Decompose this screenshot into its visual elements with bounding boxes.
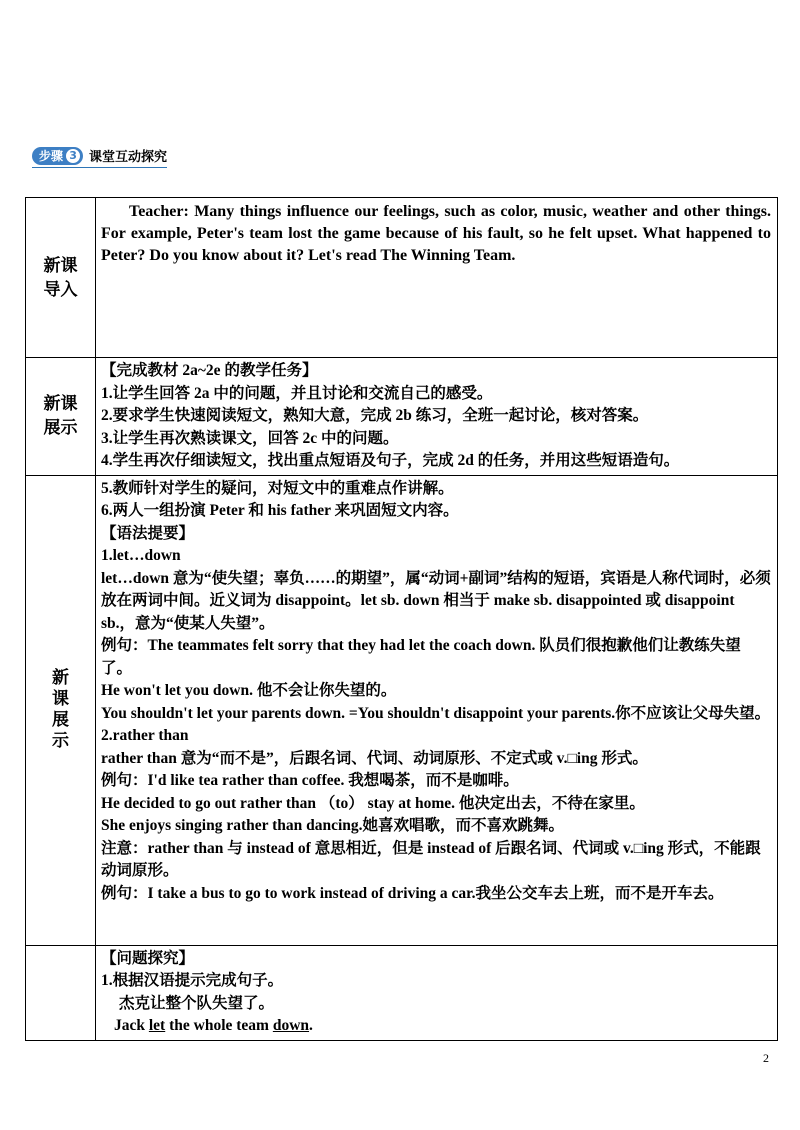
exercise-answer (101, 1015, 771, 1038)
exercise-instruction: 1.根据汉语提示完成句子。 (101, 972, 284, 989)
grammar-explanation: let…down 意为“使失望；辜负……的期望”，属“动词+副词”结构的短语，宾语是人称代词时，必须放在两词中间。近义词为 disappoint。let sb. down 相当于 make sb. disappointed 或 disappoint sb.，意为“使某人失望”。 (101, 569, 771, 632)
example-sentence: She enjoys singing rather than dancing.她喜欢唱歌，而不喜欢跳舞。 (101, 817, 565, 834)
grammar-point-title: 1.let…down (101, 547, 181, 564)
row-display-2 (26, 475, 778, 945)
example-sentence: He won't let you down. 他不会让你失望的。 (101, 682, 397, 699)
note-text: 注意：rather than 与 instead of 意思相近，但是 instead of 后跟名词、代词或 v.□ing 形式，不能跟动词原形。 (101, 839, 761, 879)
example-sentence: 例句：I'd like tea rather than coffee. 我想喝茶，而不是咖啡。 (101, 772, 519, 789)
cell-display-2 (96, 475, 778, 945)
label-display-2 (26, 475, 96, 945)
task-item: 2.要求学生快速阅读短文，熟知大意，完成 2b 练习，全班一起讨论，核对答案。 (101, 407, 649, 424)
answer-blank: down (272, 1017, 310, 1034)
label-char: 课 (52, 689, 69, 709)
row-display-1 (26, 358, 778, 476)
label-line: 导入 (43, 279, 78, 300)
label-explore (26, 945, 96, 1040)
step-badge (32, 147, 83, 165)
cell-intro (96, 198, 778, 358)
grammar-explanation: rather than 意为“而不是”，后跟名词、代词、动词原形、不定式或 v.□ing 形式。 (101, 749, 648, 767)
example-sentence: 例句：The teammates felt sorry that they had let the coach down. 队员们很抱歉他们让教练失望了。 (101, 637, 741, 677)
label-line: 展示 (43, 418, 78, 439)
answer-text: Jack (114, 1017, 149, 1034)
grammar-heading: 【语法提要】 (101, 524, 195, 542)
label-char: 展 (52, 710, 69, 730)
lesson-table (25, 197, 778, 1041)
step-header (32, 146, 167, 168)
example-sentence: He decided to go out rather than （to） stay at home. 他决定出去，不待在家里。 (101, 794, 645, 812)
step-badge-text: 步骤 (39, 149, 64, 163)
example-sentence: 例句：I take a bus to go to work instead of driving a car.我坐公交车去上班，而不是开车去。 (101, 884, 724, 902)
task-item: 3.让学生再次熟读课文，回答 2c 中的问题。 (101, 429, 399, 447)
task-heading: 【完成教材 2a~2e 的教学任务】 (101, 362, 318, 379)
row-intro (26, 198, 778, 358)
exercise-prompt: 杰克让整个队失望了。 (119, 994, 275, 1012)
intro-text: Teacher: Many things influence our feelings, such as color, music, weather and other things. For example, Peter's team lost the game because of his fault, so he felt upset. What happened to Peter? Do you know about it? Let's read The Winning Team. (101, 203, 771, 264)
cell-explore (96, 945, 778, 1040)
task-item: 5.教师针对学生的疑问，对短文中的重难点作讲解。 (101, 479, 454, 497)
answer-blank: let (148, 1017, 166, 1034)
step-number: 3 (66, 149, 80, 163)
label-char: 新 (52, 668, 69, 688)
example-sentence: You shouldn't let your parents down. =You shouldn't disappoint your parents.你不应该让父母失望。 (101, 704, 771, 722)
label-char: 示 (52, 731, 69, 751)
task-item: 6.两人一组扮演 Peter 和 his father 来巩固短文内容。 (101, 502, 459, 519)
page-number: 2 (763, 1051, 769, 1065)
label-display-1 (26, 358, 96, 476)
grammar-point-title: 2.rather than (101, 727, 189, 744)
explore-heading: 【问题探究】 (101, 949, 195, 967)
step-title: 课堂互动探究 (89, 150, 168, 165)
answer-text: the whole team (165, 1017, 273, 1034)
cell-display-1 (96, 358, 778, 476)
label-line: 新课 (43, 255, 78, 276)
row-explore (26, 945, 778, 1040)
answer-text: . (309, 1017, 313, 1034)
label-intro (26, 198, 96, 358)
task-item: 4.学生再次仔细读短文，找出重点短语及句子，完成 2d 的任务，并用这些短语造句。 (101, 452, 680, 469)
task-item: 1.让学生回答 2a 中的问题，并且讨论和交流自己的感受。 (101, 384, 493, 402)
label-line: 新课 (43, 394, 78, 415)
